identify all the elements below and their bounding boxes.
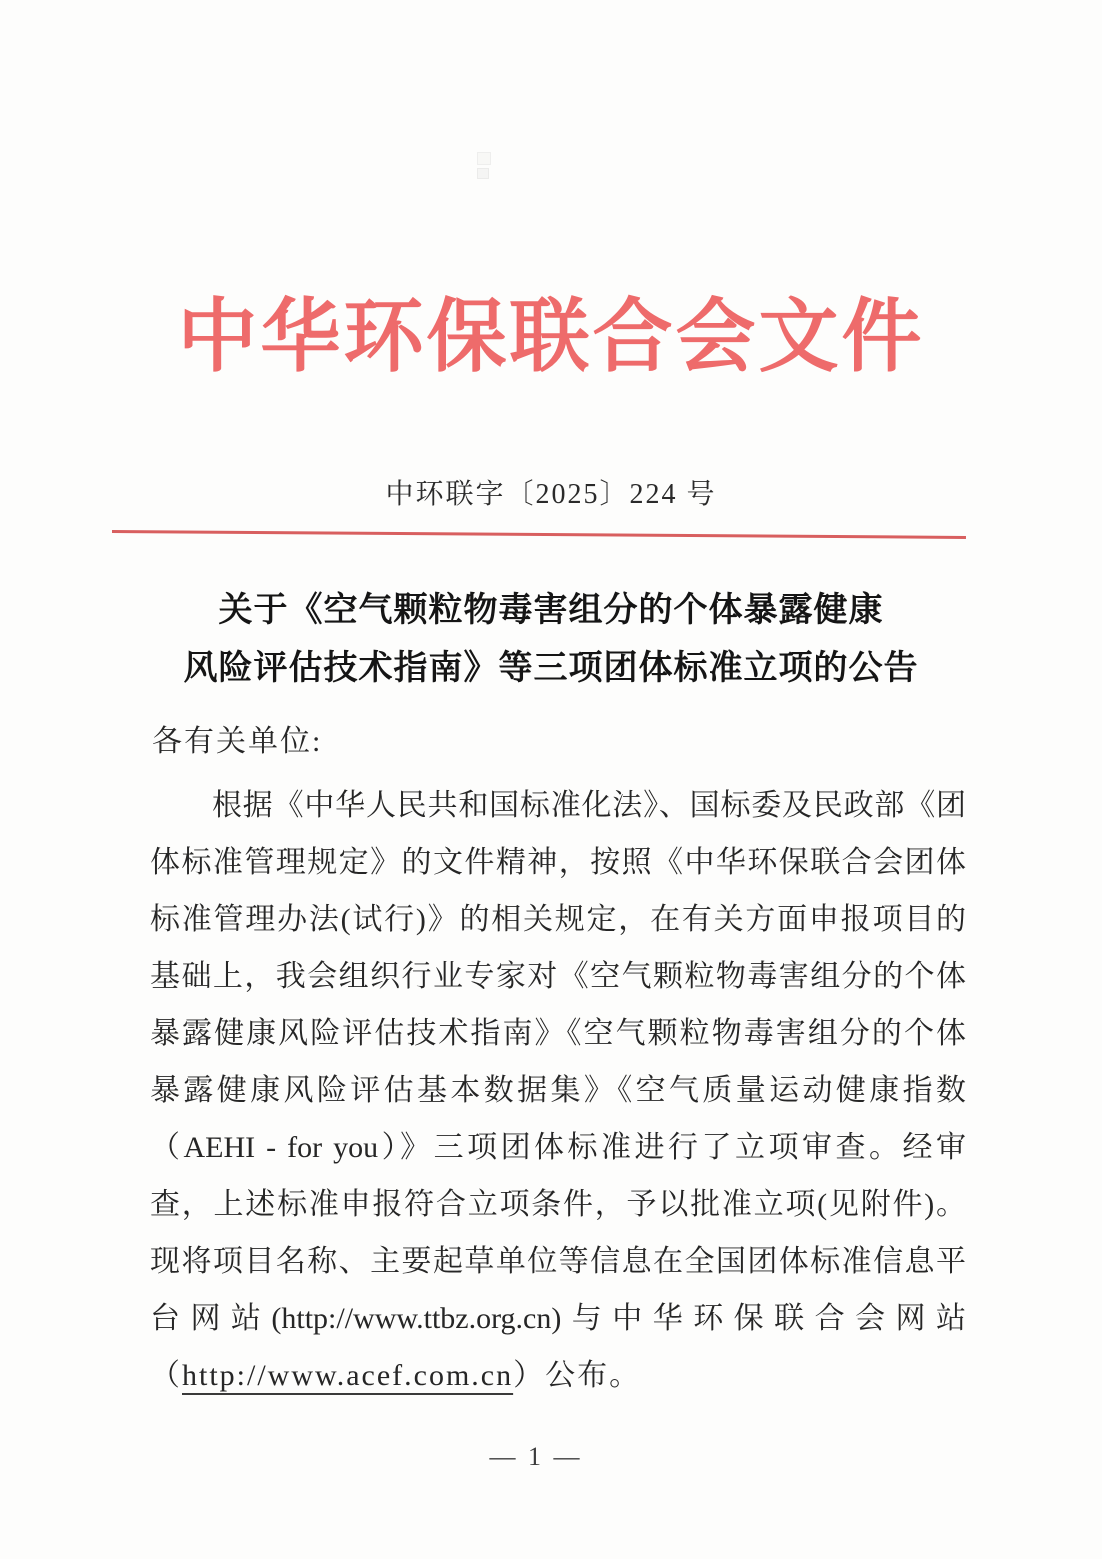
- document-body: [150, 777, 966, 1404]
- scan-artifact: [477, 152, 493, 182]
- acef-url: http://www.acef.com.cn: [182, 1359, 514, 1392]
- closing-text: ）公布。: [513, 1359, 642, 1392]
- body-line-2: 体标准管理规定》的文件精神，按照《中华环保联合会团体: [150, 846, 966, 879]
- body-line-8: 查，上述标准申报符合立项条件，予以批准立项(见附件)。: [150, 1188, 966, 1221]
- document-title-line-2: 风险评估技术指南》等三项团体标准立项的公告: [183, 650, 919, 687]
- scan-speck: [477, 152, 491, 165]
- document-title-line-1: 关于《空气颗粒物毒害组分的个体暴露健康: [218, 592, 884, 629]
- document-header-title: 中华环保联合会文件: [177, 294, 925, 382]
- salutation: 各有关单位:: [152, 725, 323, 758]
- page-number: — 1 —: [489, 1442, 583, 1471]
- body-line-6: 暴露健康风险评估基本数据集》《空气质量运动健康指数: [150, 1074, 966, 1107]
- body-line-5: 暴露健康风险评估技术指南》《空气颗粒物毒害组分的个体: [150, 1017, 966, 1050]
- scan-speck: [477, 168, 489, 179]
- body-line-1: 根据《中华人民共和国标准化法》、国标委及民政部《团: [212, 789, 966, 822]
- body-line-11: [150, 1347, 966, 1404]
- closing-paren-open: （: [150, 1359, 182, 1392]
- document-number: 中环联字〔2025〕224 号: [385, 479, 717, 510]
- body-line-10: 台网站(http://www.ttbz.org.cn)与中华环保联合会网站: [150, 1302, 966, 1335]
- red-divider-rule: [112, 530, 966, 539]
- body-line-7: （AEHI - for you）》三项团体标准进行了立项审查。经审: [150, 1131, 966, 1164]
- body-line-4: 基础上，我会组织行业专家对《空气颗粒物毒害组分的个体: [150, 960, 966, 993]
- document-title: [0, 582, 1102, 698]
- body-line-3: 标准管理办法(试行)》的相关规定，在有关方面申报项目的: [150, 903, 966, 936]
- body-line-9: 现将项目名称、主要起草单位等信息在全国团体标准信息平: [150, 1245, 966, 1278]
